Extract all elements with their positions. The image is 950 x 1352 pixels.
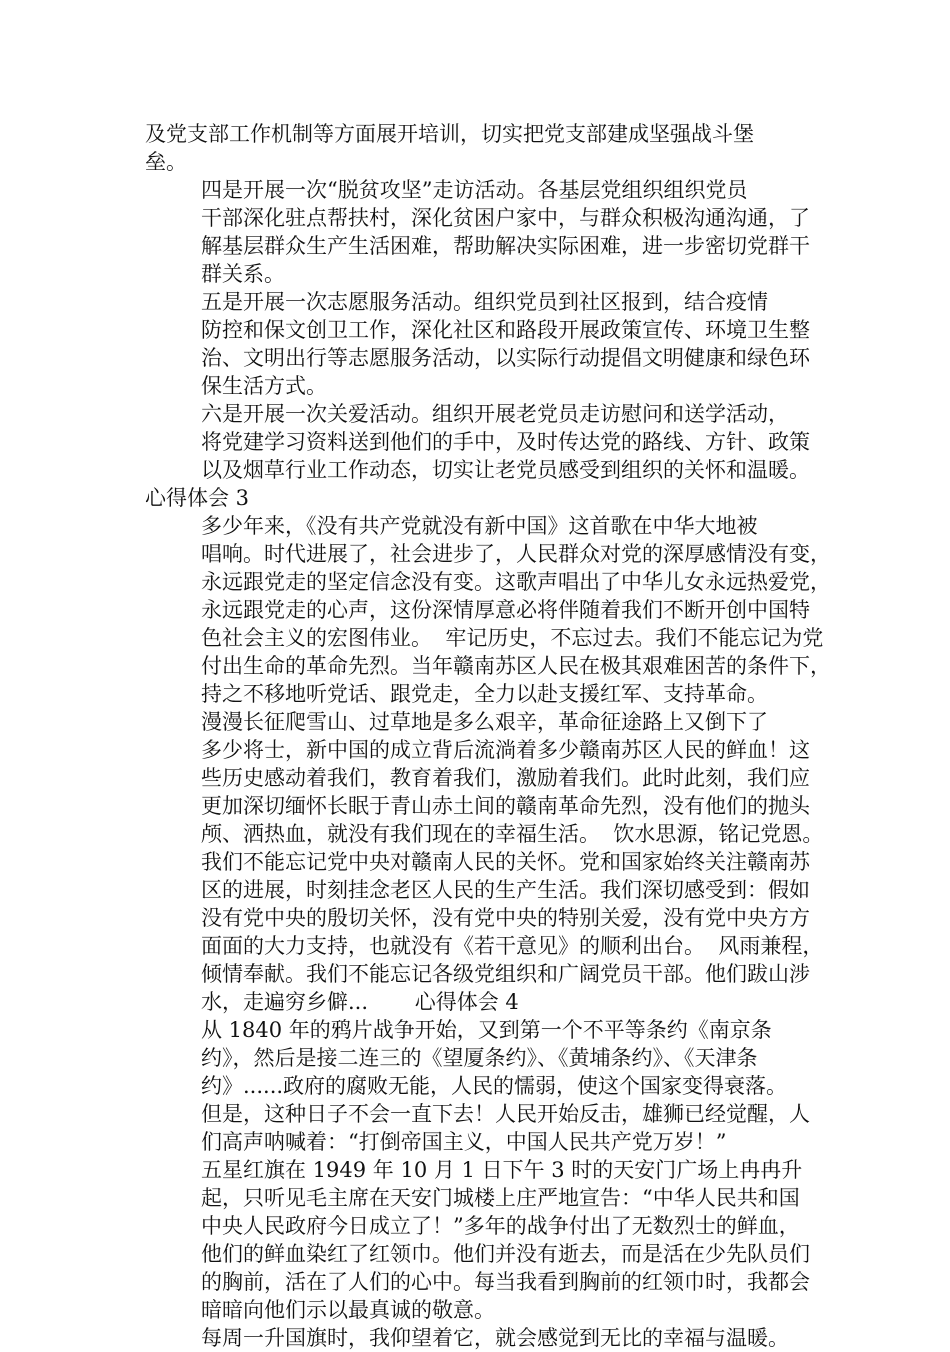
text-line: 的胸前，活在了人们的心中。每当我看到胸前的红领巾时，我都会	[201, 1270, 810, 1294]
text-line: 漫漫长征爬雪山、过草地是多么艰辛，革命征途路上又倒下了	[201, 710, 768, 734]
text-line: 及党支部工作机制等方面展开培训，切实把党支部建成坚强战斗堡	[145, 122, 754, 146]
text-line: 从 1840 年的鸦片战争开始，又到第一个不平等条约《南京条	[201, 1018, 772, 1042]
text-line: 多少将士，新中国的成立背后流淌着多少赣南苏区人民的鲜血！这	[201, 738, 810, 762]
text-line: 颅、洒热血，就没有我们现在的幸福生活。 饮水思源，铭记党恩。	[201, 822, 824, 846]
text-line: 面面的大力支持，也就没有《若干意见》的顺利出台。 风雨兼程，	[201, 934, 824, 958]
text-line: 将党建学习资料送到他们的手中，及时传达党的路线、方针、政策	[201, 430, 810, 454]
text-line: 没有党中央的殷切关怀，没有党中央的特别关爱，没有党中央方方	[201, 906, 810, 930]
text-line: 群关系。	[201, 262, 285, 286]
text-line: 暗暗向他们示以最真诚的敬意。	[201, 1298, 495, 1322]
text-line: 四是开展一次“脱贫攻坚”走访活动。各基层党组织组织党员	[201, 178, 748, 202]
text-line: 但是，这种日子不会一直下去！人民开始反击，雄狮已经觉醒，人	[201, 1102, 810, 1126]
text-line: 永远跟党走的心声，这份深情厚意必将伴随着我们不断开创中国特	[201, 598, 810, 622]
text-line: 我们不能忘记党中央对赣南人民的关怀。党和国家始终关注赣南苏	[201, 850, 810, 874]
text-line: 持之不移地听党话、跟党走，全力以赴支援红军、支持革命。	[201, 682, 768, 706]
text-line: 区的进展，时刻挂念老区人民的生产生活。我们深切感受到：假如	[201, 878, 810, 902]
text-line: 唱响。时代进展了，社会进步了，人民群众对党的深厚感情没有变，	[201, 542, 831, 566]
section-heading: 心得体会 3	[145, 486, 250, 510]
text-line: 多少年来，《没有共产党就没有新中国》这首歌在中华大地被	[201, 514, 758, 538]
text-line: 五星红旗在 1949 年 10 月 1 日下午 3 时的天安门广场上冉冉升	[201, 1158, 803, 1182]
text-line: 付出生命的革命先烈。当年赣南苏区人民在极其艰难困苦的条件下，	[201, 654, 831, 678]
text-line: 永远跟党走的坚定信念没有变。这歌声唱出了中华儿女永远热爱党，	[201, 570, 831, 594]
text-line: 中央人民政府今日成立了！”多年的战争付出了无数烈士的鲜血，	[201, 1214, 800, 1238]
body-paragraph	[145, 400, 825, 484]
document-page	[145, 120, 831, 1352]
body-paragraph	[145, 288, 825, 400]
body-paragraph	[145, 1156, 825, 1324]
text-line: 色社会主义的宏图伟业。 牢记历史，不忘过去。我们不能忘记为党	[201, 626, 824, 650]
text-line: 些历史感动着我们，教育着我们，激励着我们。此时此刻，我们应	[201, 766, 810, 790]
text-line: 每周一升国旗时，我仰望着它，就会感觉到无比的幸福与温暖。	[201, 1326, 789, 1350]
text-line: 他们的鲜血染红了红领巾。他们并没有逝去，而是活在少先队员们	[201, 1242, 810, 1266]
body-paragraph	[145, 1016, 825, 1156]
body-paragraph	[145, 512, 831, 708]
body-paragraph	[145, 708, 825, 1016]
text-line: 更加深切缅怀长眠于青山赤土间的赣南革命先烈，没有他们的抛头	[201, 794, 810, 818]
text-line: 保生活方式。	[201, 374, 327, 398]
text-line: 以及烟草行业工作动态，切实让老党员感受到组织的关怀和温暖。	[201, 458, 810, 482]
text-line: 们高声呐喊着：“打倒帝国主义，中国人民共产党万岁！”	[201, 1130, 727, 1154]
text-line: 五是开展一次志愿服务活动。组织党员到社区报到，结合疫情	[201, 290, 768, 314]
text-line: 六是开展一次关爱活动。组织开展老党员走访慰问和送学活动，	[201, 402, 789, 426]
text-line: 水，走遍穷乡僻... 心得体会 4	[201, 990, 519, 1014]
text-line: 垒。	[145, 150, 187, 174]
text-line: 干部深化驻点帮扶村，深化贫困户家中，与群众积极沟通沟通，了	[201, 206, 810, 230]
text-line: 约》，然后是接二连三的《望厦条约》、《黄埔条约》、《天津条	[201, 1046, 758, 1070]
text-line: 治、文明出行等志愿服务活动，以实际行动提倡文明健康和绿色环	[201, 346, 810, 370]
body-paragraph	[145, 120, 825, 176]
body-paragraph	[145, 176, 825, 288]
body-paragraph	[145, 1324, 825, 1352]
text-line: 解基层群众生产生活困难，帮助解决实际困难，进一步密切党群干	[201, 234, 810, 258]
text-line: 起，只听见毛主席在天安门城楼上庄严地宣告：“中华人民共和国	[201, 1186, 800, 1210]
text-line: 防控和保文创卫工作，深化社区和路段开展政策宣传、环境卫生整	[201, 318, 810, 342]
text-line: 约》......政府的腐败无能，人民的懦弱，使这个国家变得衰落。	[201, 1074, 788, 1098]
text-line: 倾情奉献。我们不能忘记各级党组织和广阔党员干部。他们跋山涉	[201, 962, 810, 986]
